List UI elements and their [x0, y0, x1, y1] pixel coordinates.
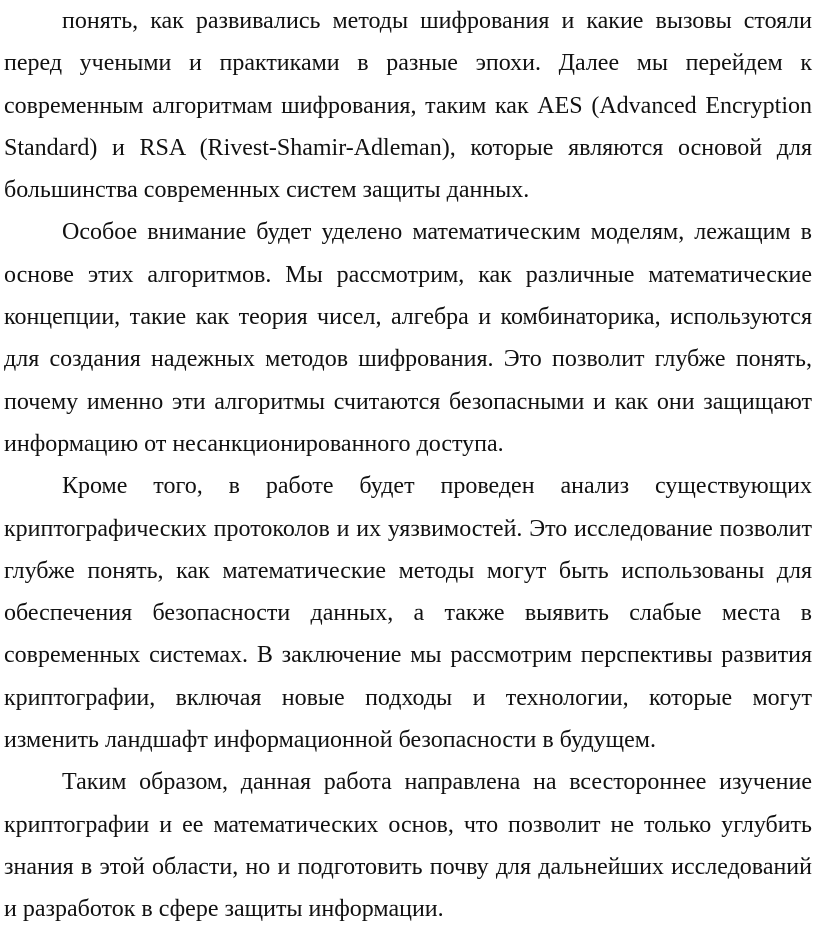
document-page: [4, 0, 812, 931]
paragraph-4: Таким образом, данная работа направлена на всестороннее изучение криптографии и ее математических основ, что позволит не только углубить знания в этой области, но и подготовить почву для дальнейших исследований и разработок в сфере защиты информации.: [4, 769, 812, 923]
paragraph-1: понять, как развивались методы шифрования и какие вызовы стояли перед учеными и практиками в разные эпохи. Далее мы перейдем к современным алгоритмам шифрования, таким как AES (Advanced Encryption Standard) и RSA (Rivest-Shamir-Adleman), которые являются основой для большинства современных систем защиты данных.: [4, 8, 812, 204]
paragraph-3: Кроме того, в работе будет проведен анализ существующих криптографических протоколов и их уязвимостей. Это исследование позволит глубже понять, как математические методы могут быть использованы для обеспечения безопасности данных, а также выявить слабые места в современных системах. В заключение мы рассмотрим перспективы развития криптографии, включая новые подходы и технологии, которые могут изменить ландшафт информационной безопасности в будущем.: [4, 473, 812, 754]
paragraph-2: Особое внимание будет уделено математическим моделям, лежащим в основе этих алгоритмов. Мы рассмотрим, как различные математические концепции, такие как теория чисел, алгебра и комбинаторика, используются для создания надежных методов шифрования. Это позволит глубже понять, почему именно эти алгоритмы считаются безопасными и как они защищают информацию от несанкционированного доступа.: [4, 219, 812, 457]
